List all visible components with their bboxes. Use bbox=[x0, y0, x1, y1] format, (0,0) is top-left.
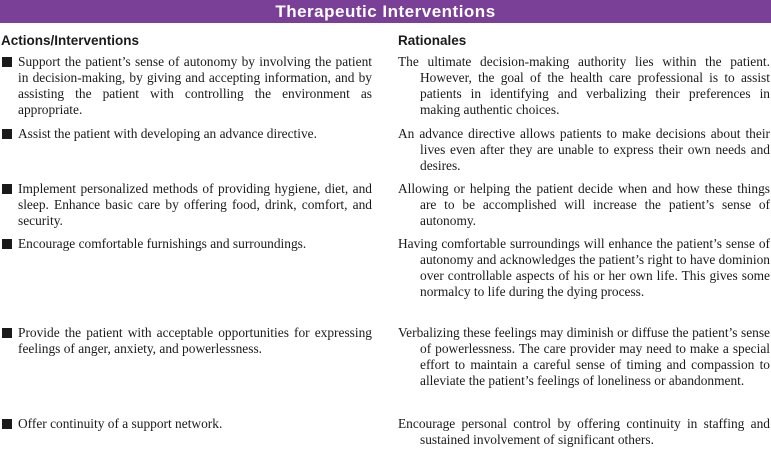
rationale-text: An advance directive allows patients to make decisions about their lives even after they are unable to express their own needs and desires. bbox=[398, 126, 770, 173]
action-item bbox=[0, 416, 372, 432]
action-item bbox=[0, 236, 372, 252]
action-text: Implement personalized methods of providing hygiene, diet, and sleep. Enhance basic care by offering food, drink, comfort, and security. bbox=[18, 181, 372, 228]
action-text: Assist the patient with developing an advance directive. bbox=[18, 126, 317, 141]
rationale-text: Encourage personal control by offering continuity in staffing and sustained involvement of significant others. bbox=[398, 416, 770, 447]
action-item bbox=[0, 325, 372, 357]
action-item bbox=[0, 54, 372, 118]
action-text: Support the patient’s sense of autonomy by involving the patient in decision-making, by giving and accepting information, and by assisting the patient with controlling the environment as appropriate. bbox=[18, 54, 372, 117]
action-text: Provide the patient with acceptable opportunities for expressing feelings of anger, anxiety, and powerlessness. bbox=[18, 325, 372, 356]
action-text: Encourage comfortable furnishings and surroundings. bbox=[18, 236, 307, 251]
square-bullet-icon bbox=[2, 129, 12, 139]
square-bullet-icon bbox=[2, 239, 12, 249]
actions-column-header: Actions/Interventions bbox=[1, 33, 140, 48]
table-title: Therapeutic Interventions bbox=[0, 0, 771, 23]
square-bullet-icon bbox=[2, 184, 12, 194]
square-bullet-icon bbox=[2, 328, 12, 338]
rationale-text: The ultimate decision-making authority lies within the patient. However, the goal of the health care professional is to assist patients in identifying and verbalizing their preferences in making authentic choices. bbox=[398, 54, 770, 117]
action-item bbox=[0, 126, 372, 142]
rationale-text: Having comfortable surroundings will enhance the patient’s sense of autonomy and acknowledges the patient’s right to have dominion over controllable aspects of his or her own life. This gives some normalcy to life during the dying process. bbox=[398, 236, 770, 299]
square-bullet-icon bbox=[2, 57, 12, 67]
square-bullet-icon bbox=[2, 419, 12, 429]
rationales-column-header: Rationales bbox=[398, 33, 467, 48]
action-text: Offer continuity of a support network. bbox=[18, 416, 223, 431]
rationale-text: Allowing or helping the patient decide when and how these things are to be accomplished will increase the patient’s sense of autonomy. bbox=[398, 181, 770, 228]
action-item bbox=[0, 181, 372, 229]
rationale-text: Verbalizing these feelings may diminish or diffuse the patient’s sense of powerlessness. The care provider may need to make a special effort to maintain a careful sense of timing and compassion to alleviate the patient’s feelings of loneliness or abandonment. bbox=[398, 325, 770, 388]
